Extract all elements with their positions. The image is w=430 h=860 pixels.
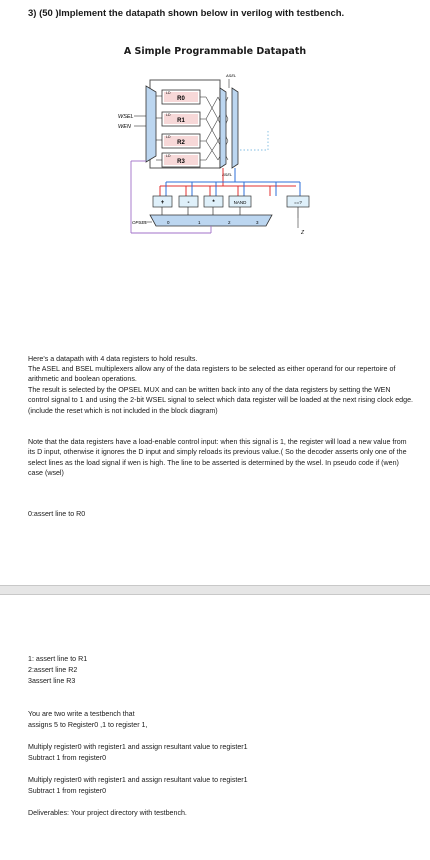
ld-label: LD [166, 154, 171, 158]
assert-lines [28, 654, 87, 687]
asel-label: ASEL [226, 73, 237, 78]
datapath-diagram [0, 60, 430, 240]
asel-mux [220, 88, 226, 168]
ld-label: LD [166, 113, 171, 117]
z-label: Z [301, 230, 305, 236]
register-r0 [162, 90, 200, 104]
svg-text:==?: ==? [294, 200, 302, 205]
assert-line: 2:assert line R2 [28, 666, 78, 674]
write-decoder [146, 86, 156, 162]
register-label-r3: R3 [177, 159, 185, 165]
deliverables-text: Deliverables: Your project directory with testbench. [28, 809, 187, 817]
svg-text:-: - [187, 200, 190, 206]
register-r1 [162, 112, 200, 126]
register-label-r0: R0 [177, 96, 185, 102]
svg-text:*: * [212, 200, 215, 206]
diagram-title: A Simple Programmable Datapath [123, 46, 307, 57]
svg-text:3: 3 [256, 220, 259, 225]
description-4: Note that the data registers have a load-enable control input: when this signal is 1, the register will load a new value from its D input, otherwise it ignores the D input and simply reloads its previous value.( So the decoder asserts only one of the select lines as the load signal if wen is high. The line to be asserted is determined by the wsel. In pseudo code if (wen) case (wsel) [28, 438, 407, 477]
description-2: The ASEL and BSEL multiplexers allow any of the data registers to be selected as either operand for our repertoire of arithmetic and boolean operations. [28, 365, 396, 384]
wsel-label: WSEL [118, 114, 134, 120]
opsel-label: OPSEL [132, 220, 148, 225]
register-label-r2: R2 [177, 140, 185, 146]
testbench-instructions: You are two write a testbench that assigns 5 to Register0 ,1 to register 1, Multiply register0 with register1 and assign resultant value to register1 Subtract 1 from register0 Multiply register0 with register1 and assign resultant value to register1 Subtract 1 from register0 Deliverables: Your project directory with testbench. [28, 710, 248, 817]
svg-text:1: 1 [198, 220, 201, 225]
page-divider [0, 585, 430, 595]
wen-label: WEN [118, 124, 131, 130]
register-r2 [162, 134, 200, 148]
description-3: The result is selected by the OPSEL MUX and can be written back into any of the data registers by setting the WEN control signal to 1 and using the 2-bit WSEL signal to select which data register will be loaded at the next rising clock edge.(include the reset which is not included in the block diagram) [28, 386, 413, 415]
svg-text:NAND: NAND [233, 200, 247, 205]
register-r3 [162, 153, 200, 167]
svg-text:2: 2 [228, 220, 231, 225]
ld-label: LD [166, 91, 171, 95]
bsel-mux [232, 88, 238, 168]
ld-label: LD [166, 135, 171, 139]
description-5: 0:assert line to R0 [28, 510, 86, 518]
svg-text:+: + [160, 200, 165, 206]
question-title: 3) (50 )Implement the datapath shown below in verilog with testbench. [28, 8, 345, 19]
register-label-r1: R1 [177, 118, 185, 124]
svg-text:0: 0 [167, 220, 170, 225]
bsel-label: BSEL [222, 172, 233, 177]
assert-line: 1: assert line to R1 [28, 655, 88, 663]
description-1: Here's a datapath with 4 data registers to hold results. [28, 355, 198, 363]
assert-line: 3assert line R3 [28, 677, 76, 685]
